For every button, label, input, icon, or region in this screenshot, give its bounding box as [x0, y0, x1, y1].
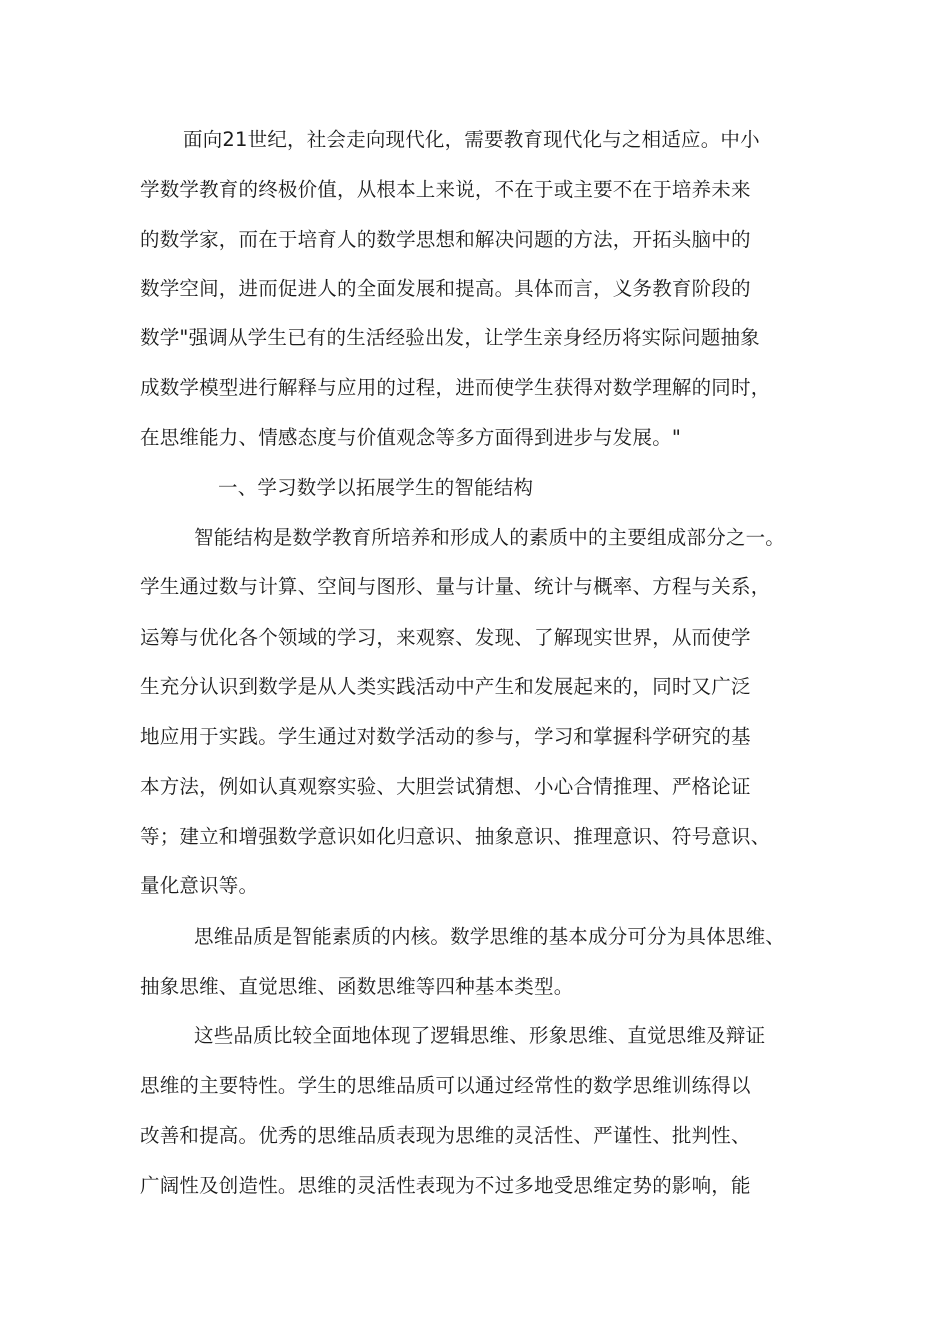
paragraph-2-line-4: 生充分认识到数学是从人类实践活动中产生和发展起来的，同时又广泛 [140, 675, 751, 698]
paragraph-4-line-4: 广阔性及创造性。思维的灵活性表现为不过多地受思维定势的影响，能 [140, 1174, 751, 1197]
paragraph-1-line-1: 面向21世纪，社会走向现代化，需要教育现代化与之相适应。中小 [183, 128, 760, 151]
paragraph-2-line-3: 运筹与优化各个领域的学习，来观察、发现、了解现实世界，从而使学 [140, 626, 751, 649]
paragraph-2-line-2: 学生通过数与计算、空间与图形、量与计量、统计与概率、方程与关系， [140, 575, 771, 598]
paragraph-4-line-1: 这些品质比较全面地体现了逻辑思维、形象思维、直觉思维及辩证 [194, 1024, 766, 1047]
paragraph-1-line-5: 数学"强调从学生已有的生活经验出发，让学生亲身经历将实际问题抽象 [140, 326, 760, 349]
paragraph-1-line-7: 在思维能力、情感态度与价值观念等多方面得到进步与发展。" [140, 426, 682, 449]
section-heading: 一、学习数学以拓展学生的智能结构 [218, 476, 534, 499]
paragraph-1-line-3: 的数学家，而在于培育人的数学思想和解决问题的方法，开拓头脑中的 [140, 228, 751, 251]
paragraph-4-line-3: 改善和提高。优秀的思维品质表现为思维的灵活性、严谨性、批判性、 [140, 1124, 751, 1147]
paragraph-1-line-2: 学数学教育的终极价值，从根本上来说，不在于或主要不在于培养未来 [140, 178, 751, 201]
paragraph-2-line-6: 本方法，例如认真观察实验、大胆尝试猜想、小心合情推理、严格论证 [140, 775, 751, 798]
paragraph-2-line-5: 地应用于实践。学生通过对数学活动的参与，学习和掌握科学研究的基 [140, 725, 751, 748]
paragraph-2-line-7: 等；建立和增强数学意识如化归意识、抽象意识、推理意识、符号意识、 [140, 825, 771, 848]
paragraph-2-line-8: 量化意识等。 [140, 874, 259, 897]
paragraph-2-line-1: 智能结构是数学教育所培养和形成人的素质中的主要组成部分之一。 [194, 526, 786, 549]
paragraph-3-line-2: 抽象思维、直觉思维、函数思维等四种基本类型。 [140, 975, 574, 998]
paragraph-3-line-1: 思维品质是智能素质的内核。数学思维的基本成分可分为具体思维、 [194, 925, 786, 948]
paragraph-1-line-6: 成数学模型进行解释与应用的过程，进而使学生获得对数学理解的同时， [140, 376, 771, 399]
paragraph-4-line-2: 思维的主要特性。学生的思维品质可以通过经常性的数学思维训练得以 [140, 1074, 751, 1097]
paragraph-1-line-4: 数学空间，进而促进人的全面发展和提高。具体而言，义务教育阶段的 [140, 277, 751, 300]
